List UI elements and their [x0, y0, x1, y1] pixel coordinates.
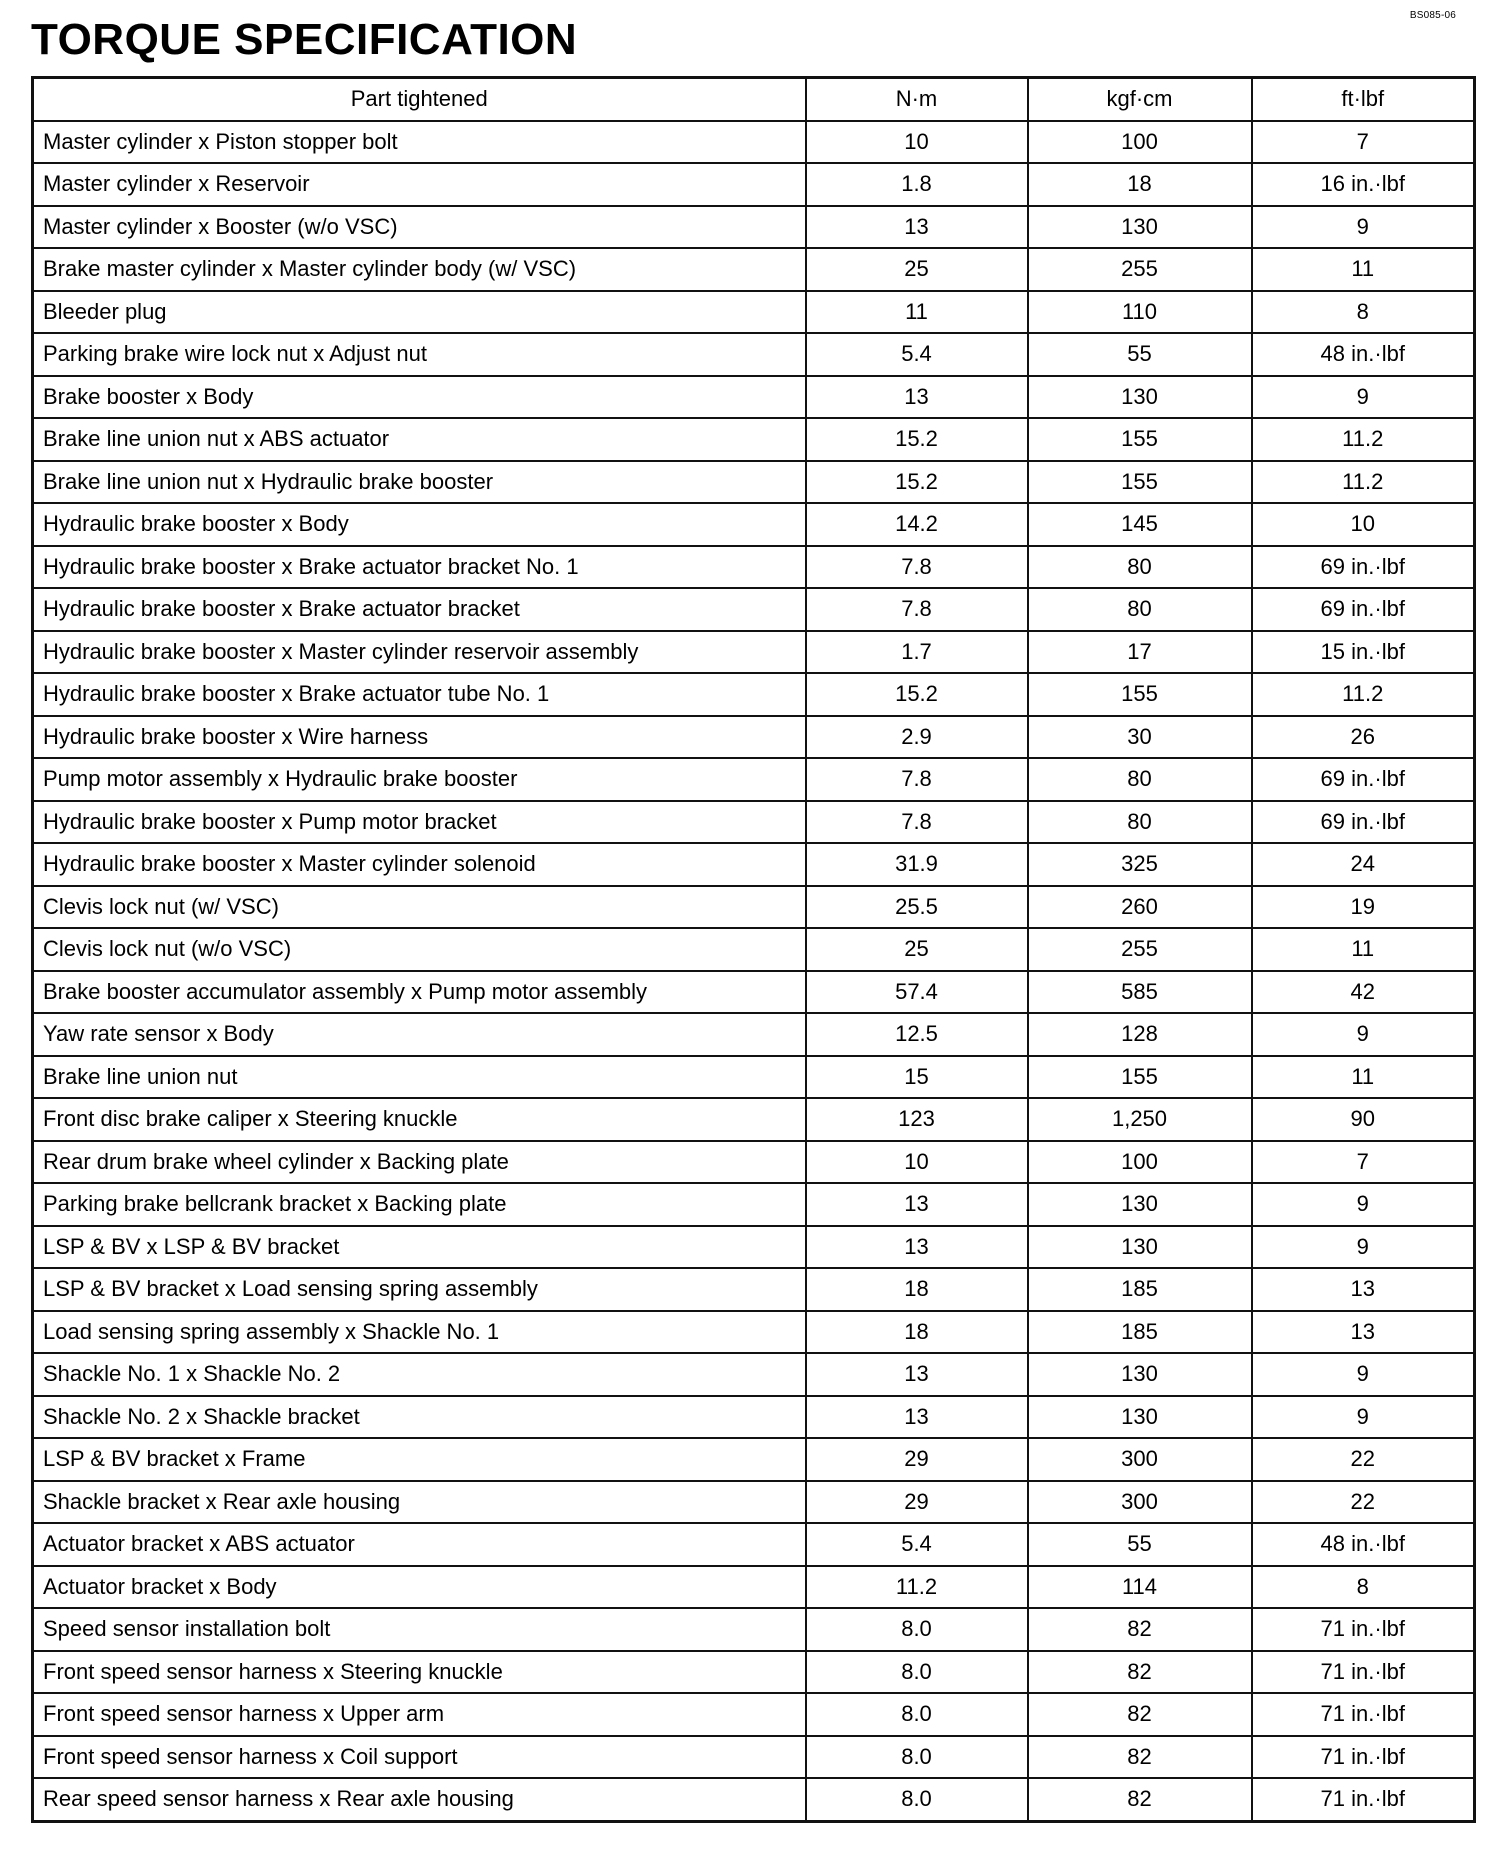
ftlbf-cell: 11.2	[1252, 673, 1475, 716]
nm-cell: 13	[806, 376, 1028, 419]
ftlbf-cell: 48 in.·lbf	[1252, 333, 1475, 376]
page-title: TORQUE SPECIFICATION	[31, 15, 578, 64]
nm-cell: 15.2	[806, 673, 1028, 716]
ftlbf-cell: 13	[1252, 1268, 1475, 1311]
part-cell: Hydraulic brake booster x Body	[33, 503, 806, 546]
nm-cell: 31.9	[806, 843, 1028, 886]
part-cell: Shackle bracket x Rear axle housing	[33, 1481, 806, 1524]
nm-cell: 1.8	[806, 163, 1028, 206]
table-row	[33, 1226, 1475, 1269]
table-row	[33, 461, 1475, 504]
part-cell: Front speed sensor harness x Coil support	[33, 1736, 806, 1779]
part-cell: Brake line union nut x ABS actuator	[33, 418, 806, 461]
part-cell: Master cylinder x Booster (w/o VSC)	[33, 206, 806, 249]
nm-cell: 8.0	[806, 1693, 1028, 1736]
table-row	[33, 971, 1475, 1014]
kgfcm-cell: 260	[1028, 886, 1252, 929]
nm-cell: 15	[806, 1056, 1028, 1099]
table-row	[33, 1651, 1475, 1694]
kgfcm-cell: 155	[1028, 418, 1252, 461]
kgfcm-cell: 82	[1028, 1778, 1252, 1821]
column-header-nm: N·m	[806, 78, 1028, 121]
table-row	[33, 121, 1475, 164]
table-row	[33, 206, 1475, 249]
table-row	[33, 1438, 1475, 1481]
table-row	[33, 631, 1475, 674]
part-cell: Bleeder plug	[33, 291, 806, 334]
nm-cell: 5.4	[806, 1523, 1028, 1566]
kgfcm-cell: 145	[1028, 503, 1252, 546]
ftlbf-cell: 24	[1252, 843, 1475, 886]
part-cell: LSP & BV bracket x Load sensing spring assembly	[33, 1268, 806, 1311]
nm-cell: 18	[806, 1311, 1028, 1354]
ftlbf-cell: 9	[1252, 1353, 1475, 1396]
table-row	[33, 1311, 1475, 1354]
ftlbf-cell: 11	[1252, 1056, 1475, 1099]
kgfcm-cell: 155	[1028, 461, 1252, 504]
nm-cell: 8.0	[806, 1651, 1028, 1694]
kgfcm-cell: 114	[1028, 1566, 1252, 1609]
kgfcm-cell: 80	[1028, 801, 1252, 844]
kgfcm-cell: 130	[1028, 376, 1252, 419]
table-row	[33, 546, 1475, 589]
table-row	[33, 1566, 1475, 1609]
nm-cell: 8.0	[806, 1736, 1028, 1779]
nm-cell: 7.8	[806, 758, 1028, 801]
kgfcm-cell: 130	[1028, 206, 1252, 249]
nm-cell: 25	[806, 248, 1028, 291]
part-cell: Brake booster x Body	[33, 376, 806, 419]
kgfcm-cell: 1,250	[1028, 1098, 1252, 1141]
ftlbf-cell: 26	[1252, 716, 1475, 759]
ftlbf-cell: 71 in.·lbf	[1252, 1651, 1475, 1694]
part-cell: Actuator bracket x ABS actuator	[33, 1523, 806, 1566]
part-cell: Brake booster accumulator assembly x Pump motor assembly	[33, 971, 806, 1014]
table-row	[33, 1141, 1475, 1184]
table-row	[33, 376, 1475, 419]
table-row	[33, 843, 1475, 886]
table-row	[33, 801, 1475, 844]
part-cell: Hydraulic brake booster x Brake actuator bracket	[33, 588, 806, 631]
kgfcm-cell: 325	[1028, 843, 1252, 886]
part-cell: Hydraulic brake booster x Master cylinder reservoir assembly	[33, 631, 806, 674]
part-cell: Hydraulic brake booster x Wire harness	[33, 716, 806, 759]
kgfcm-cell: 255	[1028, 248, 1252, 291]
part-cell: Rear drum brake wheel cylinder x Backing plate	[33, 1141, 806, 1184]
ftlbf-cell: 48 in.·lbf	[1252, 1523, 1475, 1566]
kgfcm-cell: 130	[1028, 1396, 1252, 1439]
nm-cell: 13	[806, 1226, 1028, 1269]
kgfcm-cell: 100	[1028, 121, 1252, 164]
table-row	[33, 418, 1475, 461]
nm-cell: 10	[806, 121, 1028, 164]
kgfcm-cell: 155	[1028, 1056, 1252, 1099]
table-row	[33, 1396, 1475, 1439]
kgfcm-cell: 80	[1028, 758, 1252, 801]
part-cell: Brake line union nut x Hydraulic brake booster	[33, 461, 806, 504]
table-row	[33, 1013, 1475, 1056]
table-row	[33, 1736, 1475, 1779]
ftlbf-cell: 7	[1252, 1141, 1475, 1184]
table-row	[33, 163, 1475, 206]
nm-cell: 13	[806, 1396, 1028, 1439]
table-row	[33, 758, 1475, 801]
kgfcm-cell: 100	[1028, 1141, 1252, 1184]
part-cell: Actuator bracket x Body	[33, 1566, 806, 1609]
part-cell: Brake line union nut	[33, 1056, 806, 1099]
nm-cell: 7.8	[806, 801, 1028, 844]
table-body	[33, 121, 1475, 1822]
kgfcm-cell: 17	[1028, 631, 1252, 674]
table-row	[33, 1523, 1475, 1566]
part-cell: Hydraulic brake booster x Master cylinder solenoid	[33, 843, 806, 886]
table-row	[33, 588, 1475, 631]
part-cell: Front speed sensor harness x Steering knuckle	[33, 1651, 806, 1694]
kgfcm-cell: 128	[1028, 1013, 1252, 1056]
nm-cell: 29	[806, 1438, 1028, 1481]
nm-cell: 25	[806, 928, 1028, 971]
ftlbf-cell: 9	[1252, 1183, 1475, 1226]
table-row	[33, 291, 1475, 334]
part-cell: Parking brake bellcrank bracket x Backing plate	[33, 1183, 806, 1226]
table-row	[33, 1608, 1475, 1651]
nm-cell: 7.8	[806, 546, 1028, 589]
ftlbf-cell: 69 in.·lbf	[1252, 588, 1475, 631]
ftlbf-cell: 71 in.·lbf	[1252, 1736, 1475, 1779]
ftlbf-cell: 71 in.·lbf	[1252, 1693, 1475, 1736]
ftlbf-cell: 9	[1252, 1226, 1475, 1269]
ftlbf-cell: 11.2	[1252, 418, 1475, 461]
nm-cell: 13	[806, 206, 1028, 249]
nm-cell: 29	[806, 1481, 1028, 1524]
ftlbf-cell: 69 in.·lbf	[1252, 758, 1475, 801]
column-header-ftlbf: ft·lbf	[1252, 78, 1475, 121]
table-row	[33, 1183, 1475, 1226]
nm-cell: 13	[806, 1183, 1028, 1226]
ftlbf-cell: 69 in.·lbf	[1252, 801, 1475, 844]
table-row	[33, 1268, 1475, 1311]
table-row	[33, 1481, 1475, 1524]
part-cell: Master cylinder x Reservoir	[33, 163, 806, 206]
kgfcm-cell: 300	[1028, 1481, 1252, 1524]
kgfcm-cell: 130	[1028, 1353, 1252, 1396]
ftlbf-cell: 16 in.·lbf	[1252, 163, 1475, 206]
part-cell: Hydraulic brake booster x Pump motor bracket	[33, 801, 806, 844]
part-cell: Clevis lock nut (w/o VSC)	[33, 928, 806, 971]
kgfcm-cell: 55	[1028, 1523, 1252, 1566]
ftlbf-cell: 9	[1252, 376, 1475, 419]
part-cell: Hydraulic brake booster x Brake actuator bracket No. 1	[33, 546, 806, 589]
part-cell: Load sensing spring assembly x Shackle No. 1	[33, 1311, 806, 1354]
kgfcm-cell: 585	[1028, 971, 1252, 1014]
ftlbf-cell: 11	[1252, 248, 1475, 291]
table-row	[33, 928, 1475, 971]
nm-cell: 15.2	[806, 418, 1028, 461]
ftlbf-cell: 71 in.·lbf	[1252, 1608, 1475, 1651]
part-cell: Yaw rate sensor x Body	[33, 1013, 806, 1056]
ftlbf-cell: 15 in.·lbf	[1252, 631, 1475, 674]
table-row	[33, 333, 1475, 376]
ftlbf-cell: 9	[1252, 206, 1475, 249]
table-row	[33, 503, 1475, 546]
torque-spec-table	[31, 76, 1476, 1823]
nm-cell: 12.5	[806, 1013, 1028, 1056]
kgfcm-cell: 300	[1028, 1438, 1252, 1481]
ftlbf-cell: 9	[1252, 1013, 1475, 1056]
column-header-kgfcm: kgf·cm	[1028, 78, 1252, 121]
nm-cell: 25.5	[806, 886, 1028, 929]
ftlbf-cell: 8	[1252, 291, 1475, 334]
ftlbf-cell: 9	[1252, 1396, 1475, 1439]
kgfcm-cell: 82	[1028, 1693, 1252, 1736]
kgfcm-cell: 155	[1028, 673, 1252, 716]
part-cell: Speed sensor installation bolt	[33, 1608, 806, 1651]
ftlbf-cell: 11	[1252, 928, 1475, 971]
kgfcm-cell: 130	[1028, 1183, 1252, 1226]
kgfcm-cell: 55	[1028, 333, 1252, 376]
header-row	[33, 78, 1475, 121]
ftlbf-cell: 90	[1252, 1098, 1475, 1141]
nm-cell: 5.4	[806, 333, 1028, 376]
table-row	[33, 248, 1475, 291]
nm-cell: 8.0	[806, 1778, 1028, 1821]
part-cell: Shackle No. 1 x Shackle No. 2	[33, 1353, 806, 1396]
nm-cell: 18	[806, 1268, 1028, 1311]
nm-cell: 13	[806, 1353, 1028, 1396]
kgfcm-cell: 80	[1028, 588, 1252, 631]
table-row	[33, 1778, 1475, 1821]
part-cell: Master cylinder x Piston stopper bolt	[33, 121, 806, 164]
nm-cell: 10	[806, 1141, 1028, 1184]
document-code: BS085-06	[1409, 10, 1456, 21]
nm-cell: 11	[806, 291, 1028, 334]
ftlbf-cell: 22	[1252, 1481, 1475, 1524]
part-cell: Hydraulic brake booster x Brake actuator tube No. 1	[33, 673, 806, 716]
nm-cell: 15.2	[806, 461, 1028, 504]
table-row	[33, 1098, 1475, 1141]
nm-cell: 57.4	[806, 971, 1028, 1014]
part-cell: Brake master cylinder x Master cylinder body (w/ VSC)	[33, 248, 806, 291]
ftlbf-cell: 69 in.·lbf	[1252, 546, 1475, 589]
kgfcm-cell: 130	[1028, 1226, 1252, 1269]
table-row	[33, 1693, 1475, 1736]
table-row	[33, 1056, 1475, 1099]
nm-cell: 1.7	[806, 631, 1028, 674]
nm-cell: 14.2	[806, 503, 1028, 546]
part-cell: Rear speed sensor harness x Rear axle housing	[33, 1778, 806, 1821]
nm-cell: 7.8	[806, 588, 1028, 631]
part-cell: Shackle No. 2 x Shackle bracket	[33, 1396, 806, 1439]
kgfcm-cell: 185	[1028, 1268, 1252, 1311]
kgfcm-cell: 82	[1028, 1608, 1252, 1651]
table-row	[33, 1353, 1475, 1396]
ftlbf-cell: 11.2	[1252, 461, 1475, 504]
ftlbf-cell: 10	[1252, 503, 1475, 546]
column-header-part: Part tightened	[33, 78, 806, 121]
ftlbf-cell: 13	[1252, 1311, 1475, 1354]
nm-cell: 123	[806, 1098, 1028, 1141]
table-row	[33, 716, 1475, 759]
nm-cell: 11.2	[806, 1566, 1028, 1609]
ftlbf-cell: 7	[1252, 121, 1475, 164]
kgfcm-cell: 82	[1028, 1651, 1252, 1694]
kgfcm-cell: 80	[1028, 546, 1252, 589]
table-row	[33, 886, 1475, 929]
kgfcm-cell: 185	[1028, 1311, 1252, 1354]
nm-cell: 2.9	[806, 716, 1028, 759]
ftlbf-cell: 8	[1252, 1566, 1475, 1609]
part-cell: Front disc brake caliper x Steering knuckle	[33, 1098, 806, 1141]
kgfcm-cell: 110	[1028, 291, 1252, 334]
part-cell: Front speed sensor harness x Upper arm	[33, 1693, 806, 1736]
part-cell: Parking brake wire lock nut x Adjust nut	[33, 333, 806, 376]
kgfcm-cell: 82	[1028, 1736, 1252, 1779]
ftlbf-cell: 19	[1252, 886, 1475, 929]
ftlbf-cell: 42	[1252, 971, 1475, 1014]
table-row	[33, 673, 1475, 716]
part-cell: Clevis lock nut (w/ VSC)	[33, 886, 806, 929]
part-cell: LSP & BV x LSP & BV bracket	[33, 1226, 806, 1269]
kgfcm-cell: 18	[1028, 163, 1252, 206]
part-cell: Pump motor assembly x Hydraulic brake booster	[33, 758, 806, 801]
ftlbf-cell: 71 in.·lbf	[1252, 1778, 1475, 1821]
kgfcm-cell: 255	[1028, 928, 1252, 971]
nm-cell: 8.0	[806, 1608, 1028, 1651]
kgfcm-cell: 30	[1028, 716, 1252, 759]
part-cell: LSP & BV bracket x Frame	[33, 1438, 806, 1481]
ftlbf-cell: 22	[1252, 1438, 1475, 1481]
